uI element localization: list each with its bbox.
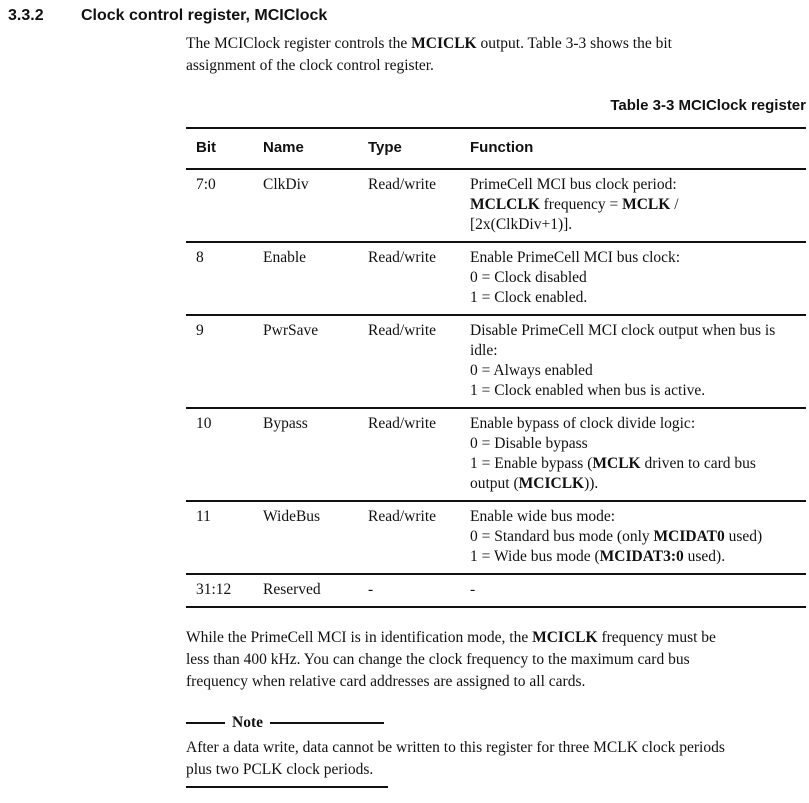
column-header: Type: [368, 128, 470, 169]
text-line: 1 = Enable bypass (MCLK driven to card bus: [470, 455, 756, 472]
register-table: [186, 127, 806, 608]
type-cell: Read/write: [368, 501, 470, 574]
name-cell: PwrSave: [263, 315, 368, 408]
section-number: 3.3.2: [8, 7, 44, 24]
table-row: [186, 169, 806, 242]
text-line: frequency when relative card addresses are assigned to all cards.: [186, 673, 586, 690]
intro-paragraph: [186, 33, 806, 77]
text-line: -: [470, 581, 476, 598]
function-cell: [470, 169, 806, 242]
type-cell: -: [368, 574, 470, 607]
table-header-row: [186, 128, 806, 169]
text-line: The MCIClock register controls the MCICLK output. Table 3-3 shows the bit: [186, 35, 672, 52]
type-cell: Read/write: [368, 242, 470, 315]
section-title: Clock control register, MCIClock: [81, 7, 328, 24]
name-cell: Bypass: [263, 408, 368, 501]
text-line: Enable bypass of clock divide logic:: [470, 415, 696, 432]
table-row: [186, 408, 806, 501]
text-line: 1 = Clock enabled.: [470, 289, 588, 306]
name-cell: Enable: [263, 242, 368, 315]
text-line: Enable PrimeCell MCI bus clock:: [470, 249, 681, 266]
bit-cell: 8: [186, 242, 263, 315]
text-line: Disable PrimeCell MCI clock output when bus is: [470, 322, 776, 339]
text-line: less than 400 kHz. You can change the clock frequency to the maximum card bus: [186, 651, 690, 668]
bit-cell: 7:0: [186, 169, 263, 242]
table-caption: Table 3-3 MCIClock register: [610, 97, 806, 114]
text-line: 0 = Standard bus mode (only MCIDAT0 used): [470, 528, 763, 545]
table-row: [186, 574, 806, 607]
name-cell: WideBus: [263, 501, 368, 574]
table-row: [186, 501, 806, 574]
column-header: Function: [470, 128, 806, 169]
type-cell: Read/write: [368, 169, 470, 242]
text-line: idle:: [470, 342, 498, 359]
name-cell: ClkDiv: [263, 169, 368, 242]
function-cell: [470, 408, 806, 501]
bit-cell: 31:12: [186, 574, 263, 607]
text-line: 0 = Always enabled: [470, 362, 593, 379]
bit-cell: 9: [186, 315, 263, 408]
function-cell: [470, 242, 806, 315]
function-cell: [470, 315, 806, 408]
text-line: plus two PCLK clock periods.: [186, 761, 374, 778]
type-cell: Read/write: [368, 408, 470, 501]
body-paragraph: [186, 627, 806, 693]
note-paragraph: [186, 737, 806, 781]
text-line: Enable wide bus mode:: [470, 508, 616, 525]
column-header: Name: [263, 128, 368, 169]
table-row: [186, 242, 806, 315]
type-cell: Read/write: [368, 315, 470, 408]
note-closing-rule: [186, 786, 388, 788]
text-line: 1 = Wide bus mode (MCIDAT3:0 used).: [470, 548, 726, 565]
bit-cell: 11: [186, 501, 263, 574]
text-line: While the PrimeCell MCI is in identification mode, the MCICLK frequency must be: [186, 629, 716, 646]
text-line: 0 = Clock disabled: [470, 269, 587, 286]
text-line: 1 = Clock enabled when bus is active.: [470, 382, 706, 399]
table-row: [186, 315, 806, 408]
text-line: After a data write, data cannot be written to this register for three MCLK clock periods: [186, 739, 725, 756]
text-line: 0 = Disable bypass: [470, 435, 588, 452]
text-line: MCLCLK frequency = MCLK /: [470, 196, 679, 213]
note-rule-left: [186, 722, 225, 724]
column-header: Bit: [186, 128, 263, 169]
function-cell: [470, 574, 806, 607]
text-line: output (MCICLK)).: [470, 475, 599, 492]
content-column: [186, 0, 806, 788]
text-line: assignment of the clock control register.: [186, 57, 434, 74]
note-header: [186, 713, 806, 733]
name-cell: Reserved: [263, 574, 368, 607]
note-rule-right: [270, 722, 384, 724]
function-cell: [470, 501, 806, 574]
text-line: [2x(ClkDiv+1)].: [470, 216, 573, 233]
text-line: PrimeCell MCI bus clock period:: [470, 176, 677, 193]
bit-cell: 10: [186, 408, 263, 501]
note-label: Note: [232, 714, 263, 731]
